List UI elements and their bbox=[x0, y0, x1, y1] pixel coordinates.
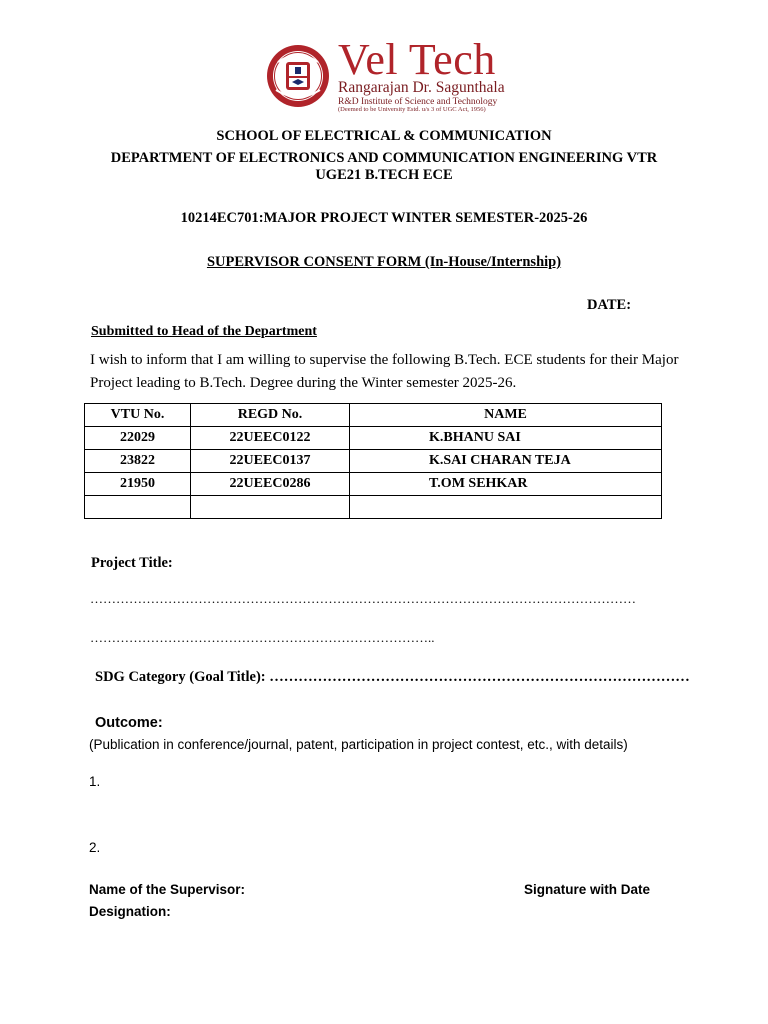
table-header-row bbox=[85, 404, 662, 427]
project-title-label: Project Title: bbox=[91, 555, 173, 571]
outcome-label: Outcome: bbox=[95, 715, 163, 731]
form-title: SUPERVISOR CONSENT FORM (In-House/Internship) bbox=[206, 254, 562, 270]
outcome-note: (Publication in conference/journal, patent, participation in project contest, etc., with details) bbox=[89, 737, 628, 752]
table-row bbox=[85, 473, 662, 496]
column-header-regd: REGD No. bbox=[191, 404, 350, 427]
project-title-dotted-line-1: ……………………………………………………………………………………………………………… bbox=[90, 591, 636, 606]
logo-deemed-note: (Deemed to be University Estd. u/s 3 of UGC Act, 1956) bbox=[338, 106, 486, 113]
logo-institute-name: R&D Institute of Science and Technology bbox=[338, 97, 498, 107]
student-name: K.SAI CHARAN TEJA bbox=[429, 453, 571, 468]
department-name: DEPARTMENT OF ELECTRONICS AND COMMUNICATION ENGINEERING VTR bbox=[110, 150, 658, 166]
institution-logo bbox=[266, 35, 506, 113]
program-name: UGE21 B.TECH ECE bbox=[315, 167, 453, 183]
intro-paragraph: I wish to inform that I am willing to supervise the following B.Tech. ECE students for their Major Project leading to B.Tech. Degree during the Winter semester 2025-26. bbox=[90, 352, 679, 391]
regd-cell: 22UEEC0286 bbox=[191, 473, 350, 496]
regd-cell bbox=[191, 496, 350, 519]
student-name: K.BHANU SAI bbox=[429, 430, 521, 445]
logo-subtitle: Rangarajan Dr. Sagunthala bbox=[338, 79, 505, 96]
designation-label: Designation: bbox=[89, 904, 171, 919]
supervisor-name-label: Name of the Supervisor: bbox=[89, 882, 246, 897]
name-cell bbox=[350, 473, 662, 496]
column-header-name: NAME bbox=[350, 404, 662, 427]
university-seal-icon bbox=[266, 44, 330, 108]
course-title: 10214EC701:MAJOR PROJECT WINTER SEMESTER-2025-26 bbox=[180, 210, 588, 226]
regd-cell: 22UEEC0137 bbox=[191, 450, 350, 473]
name-cell bbox=[350, 496, 662, 519]
table-row bbox=[85, 427, 662, 450]
submitted-to-heading: Submitted to Head of the Department bbox=[91, 324, 317, 339]
column-header-vtu: VTU No. bbox=[85, 404, 191, 427]
regd-cell: 22UEEC0122 bbox=[191, 427, 350, 450]
project-title-dotted-line-2: …………………………………………………………………….. bbox=[90, 630, 435, 645]
students-table bbox=[84, 403, 662, 519]
vtu-cell: 21950 bbox=[85, 473, 191, 496]
vtu-cell: 22029 bbox=[85, 427, 191, 450]
date-label: DATE: bbox=[587, 297, 632, 313]
table-row bbox=[85, 450, 662, 473]
vtu-cell bbox=[85, 496, 191, 519]
table-row-empty bbox=[85, 496, 662, 519]
student-name: T.OM SEHKAR bbox=[429, 476, 528, 491]
logo-name: Vel Tech bbox=[338, 35, 496, 84]
student-name bbox=[350, 499, 429, 514]
name-cell bbox=[350, 450, 662, 473]
sdg-category-label: SDG Category (Goal Title): …………………………………………………………………………… bbox=[95, 669, 690, 685]
school-name: SCHOOL OF ELECTRICAL & COMMUNICATION bbox=[216, 128, 552, 144]
outcome-item-1: 1. bbox=[89, 774, 101, 789]
vtu-cell: 23822 bbox=[85, 450, 191, 473]
outcome-item-2: 2. bbox=[89, 840, 101, 855]
signature-label: Signature with Date bbox=[524, 882, 651, 897]
name-cell bbox=[350, 427, 662, 450]
